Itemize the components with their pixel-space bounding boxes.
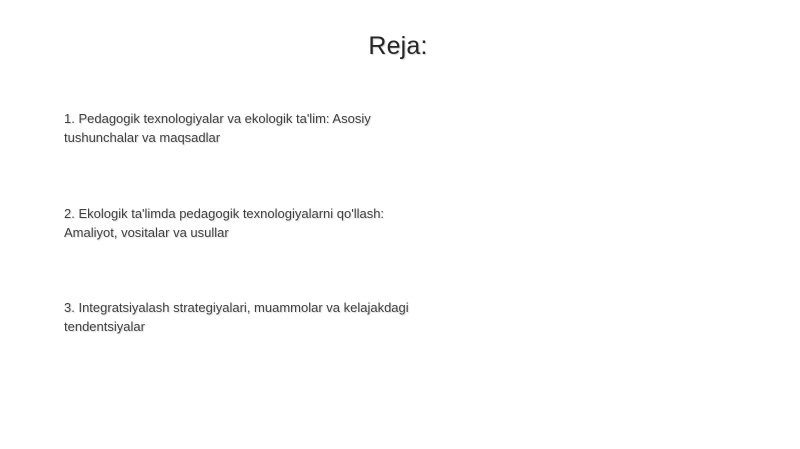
agenda-item-2: 2. Ekologik ta'limda pedagogik texnologiyalarni qo'llash: Amaliyot, vositalar va usullar: [64, 206, 385, 240]
agenda-item-1: 1. Pedagogik texnologiyalar va ekologik ta'lim: Asosiy tushunchalar va maqsadlar: [64, 111, 371, 145]
slide-title: Reja:: [368, 32, 428, 60]
agenda-item-3: 3. Integratsiyalash strategiyalari, muammolar va kelajakdagi tendentsiyalar: [64, 300, 409, 334]
